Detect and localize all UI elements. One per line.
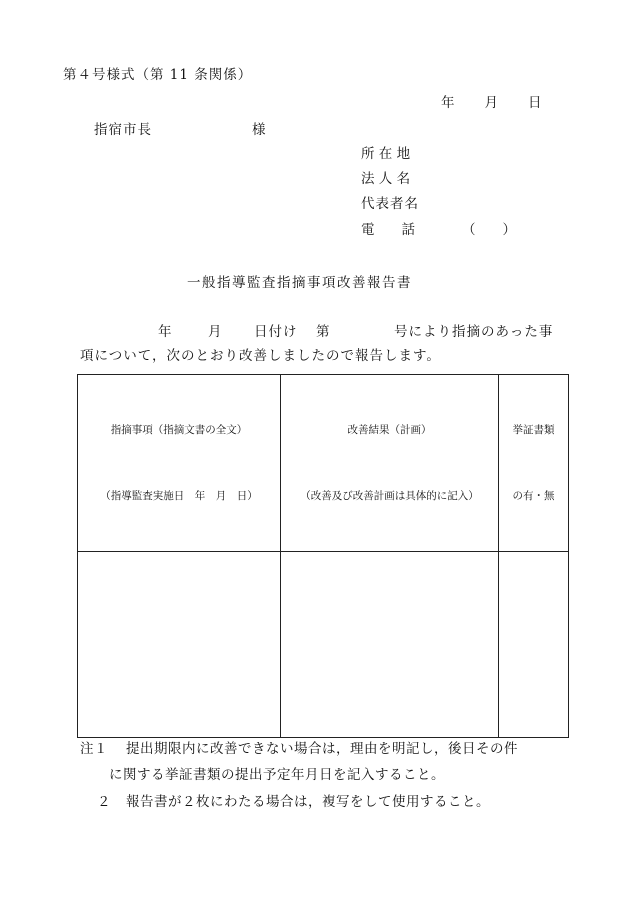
report-table — [77, 374, 569, 738]
evidence-header-line1: 挙証書類 — [512, 424, 555, 436]
note2-line1: 報告書が２枚にわたる場合は，複写をして使用すること。 — [126, 794, 490, 810]
representative-label: 代表者名 — [361, 196, 419, 212]
table-body-row — [78, 552, 569, 738]
form-number: 第４号様式（第 11 条関係） — [63, 67, 253, 83]
body-year: 年 — [158, 324, 173, 340]
note2-prefix: ２ — [97, 794, 111, 810]
findings-column-header — [78, 375, 281, 552]
address-label: 所 在 地 — [361, 146, 411, 162]
improvement-column-header — [281, 375, 499, 552]
document-title: 一般指導監査指摘事項改善報告書 — [187, 275, 412, 291]
body-line1-rest: 号により指摘のあった事 — [394, 324, 554, 340]
body-month: 月 — [208, 324, 223, 340]
phone-parentheses: （ ） — [462, 222, 516, 238]
improvement-header-line1: 改善結果（計画） — [347, 424, 432, 436]
findings-header-line2: （指導監査実施日 年 月 日） — [100, 490, 258, 502]
improvement-header-line2: （改善及び改善計画は具体的に記入） — [300, 490, 479, 502]
evidence-header-line2: の有・無 — [512, 490, 555, 502]
body-day: 日付け — [254, 324, 298, 340]
evidence-column-header — [499, 375, 569, 552]
note1-line2: に関する挙証書類の提出予定年月日を記入すること。 — [109, 767, 445, 783]
corporation-name-label: 法 人 名 — [361, 171, 411, 187]
improvement-cell[interactable] — [281, 552, 499, 738]
body-line2: 項について，次のとおり改善しましたので報告します。 — [80, 348, 441, 364]
addressee-name: 指宿市長 — [94, 122, 152, 138]
phone-label: 電 話 — [361, 222, 415, 238]
addressee-honorific: 様 — [252, 122, 267, 138]
findings-header-line1: 指摘事項（指摘文書の全文） — [110, 424, 248, 436]
table-header-row — [78, 375, 569, 552]
evidence-cell[interactable] — [499, 552, 569, 738]
note1-line1: 提出期限内に改善できない場合は，理由を明記し，後日その件 — [126, 741, 518, 757]
date-line: 年 月 日 — [441, 95, 543, 111]
note1-prefix: 注１ — [80, 741, 108, 757]
body-number-prefix: 第 — [316, 324, 331, 340]
findings-cell[interactable] — [78, 552, 281, 738]
